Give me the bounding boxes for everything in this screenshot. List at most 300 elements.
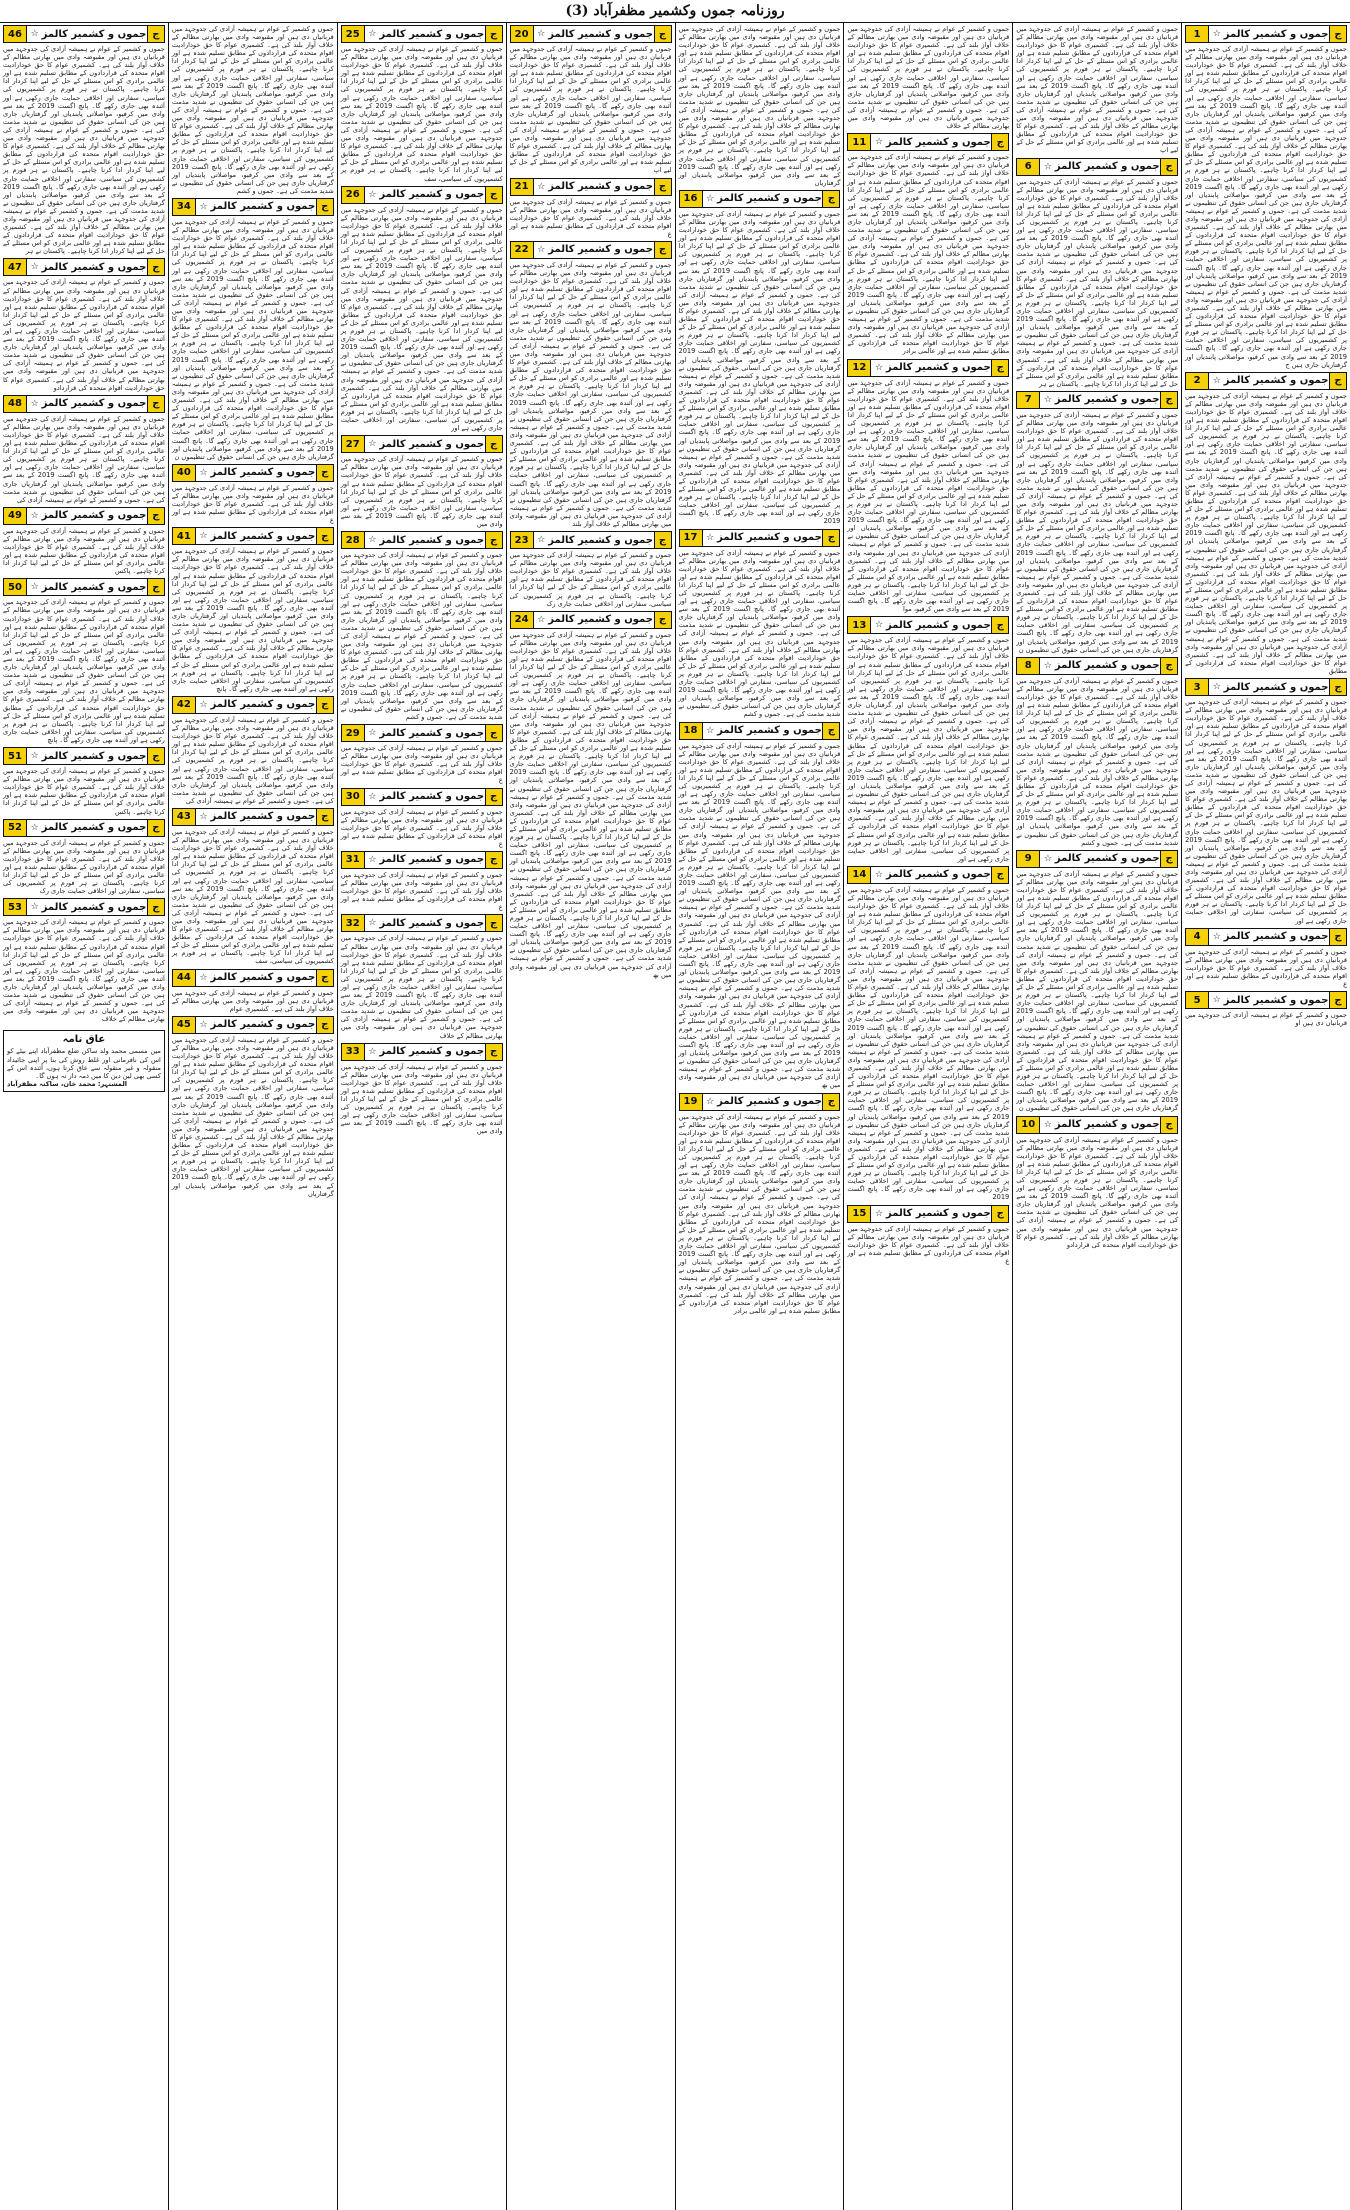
- column-header: [3, 898, 165, 916]
- column-header-title: جموں و کشمیر کالمز ☆: [706, 725, 822, 736]
- article-body: جموں و کشمیر کے عوام نے ہمیشہ آزادی کی جدوجہد میں قربانیاں دی ہیں اور مقبوضہ وادی میں بھارتی مظالم کے خلاف آواز بلند کی ہے۔ کشمیری عوام کا حق خودارادیت اقوام متحدہ کی قراردادوں کے مطابق تسلیم شدہ ہے اور عالمی برادری کو اس مسئلے کے حل کے لیے اپنا کردار ادا کرنا چاہیے۔ پاکس: [3, 526, 165, 576]
- article-body: جموں و کشمیر کے عوام نے ہمیشہ آزادی کی جدوجہد میں قربانیاں دی ہیں اور مقبوضہ وادی میں بھارتی مظالم کے خلاف آواز بلند کی ہے۔ کشمیری عوام کا حق خودارادیت اقوام متحدہ کی قراردادوں کے مطابق تسلیم شدہ ہے اور عالمی برادری کو اس مسئلے کے حل کے لیے اپنا کردار ادا کرنا چاہیے۔ پاکس: [3, 767, 165, 816]
- column-number: 2: [1186, 373, 1209, 389]
- column-header: [341, 788, 503, 806]
- column-article: [172, 464, 334, 524]
- column-article: [1016, 850, 1178, 1113]
- news-column-8: [0, 23, 168, 2210]
- column-header-title: جموں و کشمیر کالمز ☆: [706, 1096, 822, 1108]
- newspaper-logo-icon: ج: [147, 508, 164, 524]
- newspaper-logo-icon: ج: [1160, 1117, 1177, 1133]
- article-body: جموں و کشمیر کے عوام نے ہمیشہ آزادی کی جدوجہد میں قربانیاں دی ہیں اور مقبوضہ وادی میں بھارتی مظالم کے خلاف آواز بلند کی ہے۔ کشمیری عوام کا حق خودارادیت اقوام متحدہ کی قراردادوں کے مطابق تسلیم شدہ ہے اور عالمی برادری کو اس مسئلے کے حل کے لیے اپنا کردار ادا کرنا چاہیے۔ پاکستان نے ہر فورم پر کشمیریوں کی سیاسی، سفارتی اور اخلاقی حمایت جاری رکھی ہے اور آئندہ بھی جاری رکھے گا۔ پانچ اگست 2019 کے بعد سے وادی میں کرفیو، مواصلاتی پابندیاں اور گرفتاریاں جاری ہیں جن کی انسانی حقوق کی تنظیموں نے شدید مذمت کی ہے۔ جموں و کشمیر کے عوام نے ہمیشہ آزادی کی جدوجہد میں قربانیاں دی ہیں اور مقبوضہ وادی میں بھارتی مظالم کے خلاف آواز بلند کی ہے۔ کشمیری عوام کا حق خودارادیت اقوام متحدہ کی قراردادوں کے مطابق تسلیم شدہ ہے اور عالمی برادری کو اس مسئلے کے حل کے لیے اپ: [1016, 25, 1179, 155]
- newspaper-logo-icon: ج: [822, 191, 839, 207]
- column-article: [1185, 25, 1347, 369]
- column-article: [172, 25, 334, 195]
- star-icon: ☆: [874, 620, 884, 631]
- article-body: جموں و کشمیر کے عوام نے ہمیشہ آزادی کی جدوجہد میں قربانیاں دی ہیں اور مقبوضہ وادی میں بھارتی مظالم کے خلاف آواز بلند کی ہے۔ کشمیری عوام کا حق خودارادیت اقوام متحدہ کی قراردادوں کے مطابق تسلیم شدہ ہے اور عالمی برادری کو اس مسئلے کے حل کے لیے اپنا کردار ادا کرنا چاہیے۔ پاکستان نے ہر فورم پر کشمیریوں کی سیاسی، سفارتی اور اخلاقی حمایت جاری رکھی ہے اور آئندہ بھی جاری رکھے گا۔ پانچ اگست 2019 کے بعد سے وادی میں کرفیو، مواصلاتی پابندیاں اور گرفتاریاں جاری ہیں جن کی انسانی حقوق کی تنظیموں نے شدید مذمت کی ہے۔ جموں و کشمیر کے عوام نے ہمیشہ آزادی کی جدوجہد میں قربانیاں دی ہیں اور مقبوضہ وادی میں بھارتی مظالم کے خلاف آواز بلند کی ہے۔ کشمیری عوام کا حق خودارادیت اقوام متحدہ کی قراردادوں کے مطابق تسلیم شدہ ہے اور عالمی برادری کو اس مسئلے کے حل کے لیے اپنا کردار ادا کرنا چاہیے۔ پاکستان نے ہر فورم پر کشمیریوں کی سیاسی، سفارتی اور اخلاقی حمایت جاری رکھی ہے اور آئندہ بھی جاری رکھے گا۔ پانچ اگست 2019 کے بعد سے وادی میں کرفیو، مواصلاتی پابندیاں اور گرفتاریاں: [171, 1035, 334, 1198]
- article-body: جموں و کشمیر کے عوام نے ہمیشہ آزادی کی جدوجہد میں قربانیاں دی ہیں اور مقبوضہ وادی میں بھارتی مظالم کے خلاف آواز بلند کی ہے۔ کشمیری عوام کا حق خودارادیت اقوام متحدہ کی قراردادوں کے مطابق تسلیم شدہ ہے اور عالمی برادری کو اس مسئلے کے حل کے لیے اپنا کردار ادا کرنا چاہیے۔ پاکستان نے ہر فورم پر کشمیریوں کی سیاسی، سفارتی اور اخلاقی حمایت جاری رکھی ہے اور آئندہ بھی جاری رکھے گا۔ پانچ اگست 2019 کے بعد سے وادی میں کرفیو، مواصلاتی پابندیاں اور گرفتاریاں جاری ہیں جن کی انسانی حقوق کی تنظیموں نے شدید مذمت کی ہے۔ جموں و کشمیر کے عوام نے ہمیشہ آزادی کی جدوجہد میں قربانیاں دی ہیں اور مقبوضہ وادی میں بھارتی مظالم کے خلاف: [847, 25, 1010, 131]
- star-icon: ☆: [30, 398, 39, 409]
- newspaper-logo-icon: ج: [1160, 159, 1177, 175]
- column-article: [3, 25, 165, 255]
- column-article: [1016, 657, 1178, 847]
- column-number: 27: [342, 436, 365, 452]
- column-number: 11: [848, 134, 871, 150]
- column-header: [1185, 928, 1347, 946]
- column-article: [847, 866, 1009, 1202]
- newspaper-logo-icon: ج: [991, 867, 1008, 883]
- star-icon: ☆: [199, 1019, 208, 1030]
- star-icon: ☆: [1043, 853, 1052, 864]
- star-icon: ☆: [199, 699, 208, 710]
- article-body: جموں و کشمیر کے عوام نے ہمیشہ آزادی کی جدوجہد میں قربانیاں دی ہیں اور مقبوضہ وادی میں بھارتی مظالم کے خلاف آواز بلند کی ہے۔ کشمیری عوام کا حق خودارادیت اقوام متحدہ کی قراردادوں کے مطابق تسلیم شدہ ہے اور ع: [509, 197, 672, 238]
- column-header: [341, 435, 503, 453]
- column-header-title: جموں و کشمیر کالمز ☆: [874, 136, 991, 148]
- column-number: 40: [173, 465, 196, 481]
- column-number: 19: [680, 1094, 703, 1110]
- star-icon: ☆: [706, 1096, 715, 1107]
- newspaper-logo-icon: ج: [147, 820, 164, 836]
- star-icon: ☆: [199, 201, 208, 212]
- column-header-title: جموں و کشمیر کالمز ☆: [706, 193, 822, 205]
- column-header: [679, 190, 841, 208]
- newspaper-logo-icon: ج: [654, 532, 671, 548]
- star-icon: ☆: [30, 262, 39, 273]
- column-header: [847, 616, 1009, 634]
- column-header: [510, 531, 672, 549]
- star-icon: ☆: [874, 869, 884, 880]
- newspaper-logo-icon: ج: [316, 199, 333, 215]
- star-icon: ☆: [706, 725, 715, 736]
- article-body: جموں و کشمیر کے عوام نے ہمیشہ آزادی کی جدوجہد میں قربانیاں دی ہیں اور مقبوضہ وادی میں بھارتی مظالم کے خلاف آواز بلند کی ہے۔ کشمیری عوام کا حق خودارادیت اقوام متحدہ کی قراردادوں کے مطابق تسلیم شدہ ہے اور عالمی برادری کو اس مسئلے کے حل کے لیے اپنا کردار ادا کرنا چاہیے۔ پاکستان نے ہر فورم پر کشمیریوں کی سیاسی، سفارتی اور اخلاقی حمایت جاری رکھی ہے اور آئندہ بھی جاری رکھے گا۔ پانچ اگست 2019 کے بعد سے وادی میں کرفیو، مواصلاتی پابندیاں اور گرفتاریاں جاری ہیں جن کی انسانی حقوق کی تنظیموں نے شدید مذمت کی ہے۔ جموں و کشمیر کے عوام نے ہمیشہ آزادی کی جدوجہد میں قربانیاں دی ہیں اور مقبوضہ وادی میں بھارتی مظالم کے خلاف آواز بلند کی ہے۔ کشمیری عوام کا حق خودارادیت اقوام متحدہ کی قراردادو: [1016, 1135, 1179, 1249]
- column-header-title: جموں و کشمیر کالمز ☆: [199, 201, 316, 213]
- column-header-title: جموں و کشمیر کالمز ☆: [368, 727, 485, 739]
- column-article: [1016, 391, 1178, 654]
- column-number: 42: [173, 697, 196, 713]
- newspaper-logo-icon: ج: [822, 1094, 839, 1110]
- column-article: [3, 395, 165, 504]
- newspaper-logo-icon: ج: [991, 1206, 1008, 1222]
- article-body: جموں و کشمیر کے عوام نے ہمیشہ آزادی کی جدوجہد میں قربانیاں دی ہیں اور مقبوضہ وادی میں بھارتی مظالم کے خلاف آواز بلند کی ہے۔ کشمیری عوام کا حق خودارادیت اقوام متحدہ کی قراردادوں کے مطابق تسلیم شدہ ہے اور عالمی برادری کو اس مسئلے کے حل کے لیے اپنا کردار ادا کرنا چاہیے۔ پاکستان نے ہر فورم پر کشمیریوں کی سیاسی، سفارتی اور اخلاقی حمایت جاری رکھی ہے اور آئندہ بھی جاری رکھے گا۔ پانچ اگست 2019 کے بعد سے وادی میں کرفیو، مواصلاتی پابندیاں اور گرفتاریاں جاری ہیں جن کی انسانی حقوق کی تنظیموں نے شدید مذمت کی ہے۔ جموں و کشمیر کے عوام نے ہمیشہ آزادی کی جدوجہد میں قربانیاں دی ہیں اور مقبوضہ وادی میں بھارتی مظالم کے خلاف آواز بلند کی ہے۔ کشمیری عوام کا حق خودارادیت اقوام متحدہ کی قراردادوں کے مطابق تسلیم شدہ ہے اور عالمی برادری کو اس مسئلے کے حل کے لیے اپنا کردار ادا کرنا چاہیے۔ پاکستان نے ہر فورم پر کشمیریوں کی سیاسی، سفارتی اور اخلاقی حمایت جاری رکھی ہے اور آئندہ بھی جاری رکھے گا۔ پانچ اگست 2019 کے بعد سے وادی میں کرفیو، مواصلاتی پابندیاں اور گرفتاریاں جاری ہیں جن کی انسانی حقوق کی تنظیموں نے شدید مذمت کی ہے۔ جموں و کشمیر کے عوام نے ہمیشہ آزادی کی جدوجہد میں قربانیاں دی ہیں اور مقبوضہ وادی میں بھارتی مظالم کے خلاف آواز بلند کی ہے۔ کشمیری عوام کا حق خودارادیت اقوام متحدہ کی قراردادوں کے مطابق تسلیم شدہ ہے اور عالمی برادری کو اس مسئلے کے حل کے لیے اپنا کردار ادا کرنا چاہیے۔ پاکستان نے ہر فورم پر کشمیریوں کی سیاسی، سفارتی اور اخلاقی حمایت جاری رکھی ہے اور: [1185, 698, 1347, 925]
- column-number: 7: [1017, 392, 1040, 408]
- column-header: [1016, 391, 1178, 409]
- column-article: [847, 25, 1009, 130]
- column-header-title: جموں و کشمیر کالمز ☆: [1043, 1119, 1160, 1131]
- column-header: [341, 531, 503, 549]
- newspaper-logo-icon: ج: [147, 579, 164, 595]
- column-article: [1016, 158, 1178, 388]
- column-header: [172, 198, 334, 216]
- column-header: [3, 747, 165, 765]
- column-header-title: جموں و کشمیر کالمز ☆: [537, 534, 653, 546]
- column-header: [1016, 657, 1178, 675]
- column-article: [679, 529, 841, 719]
- article-body: جموں و کشمیر کے عوام نے ہمیشہ آزادی کی جدوجہد میں قربانیاں دی ہیں اور مقبوضہ وادی میں بھارتی مظالم کے خلاف آواز بلند کی ہے۔ کشمیری عوام کا حق خودارادیت اقوام متحدہ کی قراردادوں کے مطابق تسلیم شدہ ہے اور عالمی برادری کو اس مسئلے کے حل کے لیے اپنا کردار ادا کرنا چاہیے۔ پاکستان نے ہر فورم پر کشمیریوں کی سیاسی، سفارتی اور اخلاقی حمایت جاری رکھی ہے اور آئندہ بھی جاری رکھے گا۔ پانچ اگست 2019 کے بعد سے وادی میں کرفیو، مواصلاتی پابندیاں اور گرفتاریاں جاری ہیں جن کی انسانی حقوق کی تنظیموں نے شدید مذمت کی ہے۔ جموں و کشمیر کے عوام نے ہمیشہ آزادی کی جدوجہد میں قربانیاں دی ہیں اور مقبوضہ وادی میں بھارتی مظالم کے خلاف آواز بلند کی ہے۔ کشمیری عوام کا حق خودارادیت اقوام متحدہ کی قراردادوں کے مطابق تسلیم شدہ ہے اور عالمی برادری کو اس مسئلے کے حل کے لیے اپنا کردار ادا کرنا چاہیے۔ پاکستان نے ہر فورم پر کشمیریوں کی سیاسی، سفارتی اور اخلاقی حمایت جاری رکھی ہے اور آئندہ بھی جاری رکھے گا۔ پانچ اگست 2019 کے بعد سے وادی میں کرفیو، مواصلاتی پابندیاں اور گرفتاریاں جاری ہیں جن کی انسانی حقوق کی تنظیموں نے شدید مذمت کی ہے۔ جموں و کشمیر کے عوام نے ہمیشہ آزادی کی جدوجہد میں قربانیاں دی ہیں اور مقبوضہ وادی میں بھارتی مظالم کے خلاف آواز بلند کی ہے۔ کشمیری عوام کا حق خودارادیت اقوام متحدہ کی قراردادوں کے مطابق تسلیم شدہ ہے اور عالمی برادری کو اس مسئلے کے حل کے لیے اپنا کردار ادا کرنا چاہیے۔ پاکستان نے ہر فورم پر کشمیریوں کی سیاسی، سفارتی اور اخلاقی حمایت جاری رکھی ہے اور آئندہ بھی جاری رکھے گا۔ پانچ اگست 2019 کے بعد سے وادی میں کرفیو، مواصلاتی پابندیاں اور گرفتاریاں جاری ہیں جن کی انسانی حقوق کی تنظیموں نے شدید مذمت کی ہے۔ جموں و کشمیر کے عوام نے ہمیشہ آزادی کی جدوجہد میں قربانیاں دی ہیں اور مقبوضہ وادی میں بھارتی مظالم کے خلاف آواز بلند: [509, 260, 672, 528]
- legal-notice-title: عاق نامہ: [62, 1034, 106, 1046]
- column-header-title: جموں و کشمیر کالمز ☆: [199, 467, 316, 479]
- column-header: [341, 1043, 503, 1061]
- column-number: 32: [342, 915, 365, 931]
- star-icon: ☆: [30, 510, 39, 521]
- star-icon: ☆: [30, 822, 39, 833]
- star-icon: ☆: [368, 791, 377, 802]
- column-header: [847, 359, 1009, 377]
- column-article: [3, 819, 165, 896]
- column-header-title: جموں و کشمیر کالمز ☆: [30, 510, 147, 522]
- column-header: [3, 578, 165, 596]
- column-header: [679, 529, 841, 547]
- star-icon: ☆: [537, 244, 546, 255]
- column-number: 21: [511, 179, 534, 195]
- column-header: [341, 25, 503, 43]
- masthead: [0, 0, 1350, 23]
- column-article: [341, 531, 503, 721]
- newspaper-logo-icon: ج: [991, 617, 1008, 633]
- article-body: جموں و کشمیر کے عوام نے ہمیشہ آزادی کی جدوجہد میں قربانیاں دی ہیں اور مقبوضہ وادی میں بھارتی مظالم کے خلاف آواز بلند کی ہے۔ کشمیری عوام کا حق خودارادیت اقوام متحدہ کی قراردادوں کے مطابق تسلیم شدہ ہے اور عالمی برادری کو اس مسئلے کے حل کے لیے اپنا کردار ادا کرنا چاہیے۔ پاکستان نے ہر فورم پر کشمیریوں کی سیاسی، سفارتی اور اخلاقی حمایت جاری رکھی ہے اور آئندہ بھی جاری رکھے گا۔ پانچ اگست 2019 کے بعد سے وادی میں کرفیو، مواصلاتی پابندیاں اور گرفتاریاں جاری ہیں جن کی انسانی حقوق کی تنظیموں نے شدید مذمت کی ہے۔ جموں و کشمیر کے عوام نے ہمیشہ آزادی کی جدوجہد میں قربانیاں دی ہیں اور مقبوضہ وادی میں بھارتی مظالم کے خلاف آواز بلند کی ہے۔ کشمیری عوام کا حق خودارادیت اقوام متحدہ کی قراردادوں کے مطابق تسلیم شدہ ہے اور عالمی برادری کو اس مسئلے کے حل کے لیے اپنا کردار ادا کرنا چاہیے۔ پاکستان نے ہر فورم پر کشمیریوں کی سیاسی، سفارتی اور اخلاقی حمایت جاری رکھی ہے اور آئندہ بھی جاری رکھے گا۔ پانچ اگست 2019 کے بعد سے وادی میں کرفیو، مواصلاتی پابندیاں اور گرفتاریاں جاری ہیں جن کی انسانی حقوق کی تنظیموں نے شدید مذمت کی ہے۔ جموں و کشم: [171, 25, 334, 195]
- column-article: [3, 258, 165, 391]
- article-body: جموں و کشمیر کے عوام نے ہمیشہ آزادی کی جدوجہد میں قربانیاں دی ہیں اور مقبوضہ وادی میں بھارتی مظالم کے خلاف آواز بلند کی ہے۔ کشمیری عوام کا حق خودارادیت اقوام متحدہ کی قراردادوں کے مطابق تسلیم شدہ ہے اور عالمی برادری کو اس مسئلے کے حل کے لیے اپنا کردار ادا کرنا چاہیے۔ پاکستان نے ہر فورم پر کشمیریوں کی سیاسی، سفارتی اور اخلاقی حمایت جاری رک: [509, 551, 672, 608]
- column-header-title: جموں و کشمیر کالمز ☆: [1043, 394, 1160, 406]
- newspaper-logo-icon: ج: [991, 134, 1008, 150]
- column-article: [1185, 372, 1347, 675]
- column-header-title: جموں و کشمیر کالمز ☆: [30, 750, 147, 762]
- column-number: 9: [1017, 851, 1040, 867]
- column-header: [847, 133, 1009, 151]
- article-body: جموں و کشمیر کے عوام نے ہمیشہ آزادی کی جدوجہد میں قربانیاں دی ہیں اور مقبوضہ وادی میں بھارتی مظالم کے خلاف آواز بلند کی ہے۔ کشمیری عوام کا حق خودارادیت اقوام متحدہ کی قراردادوں کے مطابق تسلیم شدہ ہے اور عالمی برادری کو اس مسئلے کے حل کے لیے اپنا کردار ادا کرنا چاہیے۔ پاکستان نے ہر فورم پر کشمیریوں کی سیاسی، سفارتی اور اخلاقی حمایت جاری رکھی ہے اور آئندہ بھی جاری رکھے گا۔ پانچ اگست 2019 کے بعد سے وادی میں کرفیو، مواصلاتی پابندیاں اور گرفتاریاں جاری ہیں جن کی انسانی حقوق کی تنظیموں نے شدید مذمت کی ہے۔ جموں و کشمیر کے عوام نے ہمیشہ آزادی کی: [3, 414, 165, 504]
- newspaper-logo-icon: ج: [485, 915, 502, 931]
- column-article: [679, 25, 841, 187]
- column-number: 15: [848, 1206, 871, 1222]
- column-article: [847, 1205, 1009, 1265]
- article-body: جموں و کشمیر کے عوام نے ہمیشہ آزادی کی جدوجہد میں قربانیاں دی ہیں اور مقبوضہ وادی میں بھارتی مظالم کے خلاف آواز بلند کی ہے۔ کشمیری عوام کا حق خودارادیت اقوام متحدہ کی قراردادوں کے مطابق تسلیم شدہ ہے اور عالمی برادری کو اس مسئلے کے حل کے لیے اپنا کردار ادا کرنا چاہیے۔ پاکستان نے ہر فورم پر کشمیریوں کی سیاسی، سفارتی اور اخلاقی حمایت جاری رکھی ہے اور آئندہ بھی جاری رکھے گا۔ پانچ اگست 2019 کے بعد سے وادی میں کرفیو، مواصلاتی پابندیاں اور گرفتاریاں جاری ہیں جن کی انسانی حقوق کی تنظیموں نے شدید مذمت کی ہے۔ جموں و کشمیر کے عوام نے ہمیشہ آزادی کی جدوجہد میں قربانیاں دی ہیں اور مقبوضہ وادی میں بھارتی مظالم کے خلاف آواز بلند کی ہے۔ کشمیری عوام کا حق خودارادیت اقوام متحدہ کی قراردادوں کے مطابق تسلیم شدہ ہے اور عالمی برادری کو اس مسئلے کے حل کے لیے اپنا کردار ادا کرنا چاہیے۔ پاکستان نے ہر فورم پر کشمیریوں کی سیاسی، سفارتی اور اخلاقی حمایت جاری رکھی ہے اور آئندہ بھی جاری رکھے گا۔ پانچ اگست 2019 کے بعد سے وادی میں کرفیو، مواصلاتی پابندیاں اور گرفتاریاں جاری ہیں جن کی انسانی حقوق کی تنظیموں نے شدید مذمت کی ہے۔ جموں و کشم: [340, 551, 503, 721]
- legal-notice-body: میں مسمی محمد ولد ساکن ضلع مظفرآباد اپنے بیٹے کو اس کی نافرمانی اور غلط روش کی بنا پر اپنی جائیداد منقولہ و غیر منقولہ سے عاق کرتا ہوں، آئندہ اس کے کسی بھی لین دین کا میں ذمہ دار نہ ہوں گا۔: [7, 1047, 161, 1080]
- column-number: 51: [4, 748, 27, 764]
- newspaper-logo-icon: ج: [316, 1017, 333, 1033]
- column-number: 26: [342, 187, 365, 203]
- column-article: [172, 969, 334, 1013]
- column-article: [172, 527, 334, 693]
- column-number: 49: [4, 508, 27, 524]
- column-number: 14: [848, 867, 871, 883]
- column-header: [1185, 372, 1347, 390]
- newspaper-logo-icon: ج: [316, 528, 333, 544]
- column-header-title: جموں و کشمیر کالمز ☆: [1212, 931, 1329, 943]
- column-header: [341, 724, 503, 742]
- column-header: [679, 722, 841, 740]
- newspaper-logo-icon: ج: [1329, 929, 1346, 945]
- article-body: جموں و کشمیر کے عوام نے ہمیشہ آزادی کی جدوجہد میں قربانیاں دی ہیں اور مقبوضہ وادی میں بھارتی مظالم کے خلاف آواز بلند کی ہے۔ کشمیری عوام کا حق خودارادیت اقوام متحدہ کی قراردادوں کے مطابق تسلیم شدہ ہے اور عالمی برادری کو اس مسئلے کے حل کے لیے اپنا کردار ادا کرنا چاہیے۔ پاکستان نے ہر فورم پر کشمیریوں کی سیاسی، سفارتی اور اخلاقی حمایت جاری رکھی ہے اور آئندہ بھی جاری رکھے گا۔ پانچ اگست 2019 کے بعد سے وادی میں کرفیو، مواصلاتی پابندیاں اور گرفتاریاں جاری ہیں جن کی انسانی حقوق کی تنظیموں نے شدید مذمت کی ہے۔ جموں و کشمیر کے عوام نے ہمیشہ آزادی کی جدوجہد میں قربانیاں دی ہیں اور مقبوضہ وادی میں بھارتی مظالم کے خلاف آواز بلند کی ہے۔ کشمیری عوام کا حق خودارادیت اقوام متحدہ کی قراردادوں کے مطابق تسلیم شدہ ہے اور عالمی برادری کو اس مسئلے کے حل کے لیے اپنا کردار ادا کرنا چاہیے۔ پاکستان نے ہر فورم پر کشمیریوں کی سیاسی، سفارتی اور اخلاقی حمایت جاری رکھی ہے اور آئندہ بھی جاری رکھے گا۔ پانچ اگست 2019 کے بعد سے وادی میں کرفیو، مواصلاتی پابندیاں اور گرفتاریاں جاری ہیں جن کی انسانی حقوق کی تنظیموں نے شدید مذمت کی ہے۔ جموں و کشمیر کے عوام نے ہمیشہ آزادی کی جدوجہد میں قربانیاں دی ہیں اور مقبوضہ وادی میں بھارتی مظالم کے خلاف آواز بلند کی ہے۔ کشمیری عوام کا حق خودارادیت اقوام متحدہ کی قراردادوں کے مطابق تسلیم شدہ ہے اور عالمی برادری کو اس مسئلے کے حل کے لیے اپنا کردار ادا کرنا چاہیے۔ پاکستان نے ہر فورم پر کشمیریوں کی سیاسی، سفارتی اور اخلاقی حمایت جاری رکھی ہے اور: [340, 205, 503, 433]
- column-header-title: جموں و کشمیر کالمز ☆: [368, 791, 485, 802]
- column-header-title: جموں و کشمیر کالمز ☆: [368, 28, 485, 40]
- newspaper-logo-icon: ج: [822, 530, 839, 546]
- column-number: 33: [342, 1044, 365, 1060]
- newspaper-logo-icon: ج: [147, 26, 164, 42]
- article-body: جموں و کشمیر کے عوام نے ہمیشہ آزادی کی جدوجہد میں قربانیاں دی ہیں اور مقبوضہ وادی میں بھارتی مظالم کے خلاف آواز بلند کی ہے۔ کشمیری عوام کا حق خودارادیت اقوام متحدہ کی قراردادوں کے مطابق تسلیم شدہ ہے اور عالمی برادری کو اس مسئلے کے حل کے لیے اپنا کردار ادا کرنا چاہیے۔ پاکستان نے ہر فورم پر کشمیریوں کی سیاسی، سفارتی اور اخلاقی حمایت جاری رکھی ہے اور آئندہ بھی جاری رکھے گا۔ پانچ اگست 2019 کے بعد سے وادی میں کرفیو، مواصلاتی پابندیاں اور گرفتاریاں جاری ہیں جن کی انسانی حقوق کی تنظیموں نے شدید مذمت کی ہے۔ جموں و کشمیر کے عوام نے ہمیشہ آزادی کی جدوجہد میں قربانیاں دی ہیں اور مقبوضہ وادی میں بھارتی مظالم کے خلاف آواز بلند کی ہے۔ کشمیری عوام کا حق خودارادیت اقوام متحدہ کی قراردادوں کے مطابق تسلیم شدہ ہے اور عالمی برادری کو اس مسئلے کے حل کے لیے اپنا کردار ادا کرنا چاہیے۔ پاکستان نے ہر فورم پر کشمیریوں کی سیاسی، سف: [171, 827, 334, 966]
- article-body: جموں و کشمیر کے عوام نے ہمیشہ آزادی کی جدوجہد میں قربانیاں دی ہیں اور مقبوضہ وادی میں بھارتی مظالم کے خلاف آواز بلند کی ہے۔ کشمیری عوام کا حق خودارادیت اقوام متحدہ کی قراردادوں کے مطابق تسلیم شدہ ہے اور ع: [340, 807, 503, 848]
- column-number: 53: [4, 899, 27, 915]
- newspaper-logo-icon: ج: [654, 242, 671, 258]
- column-number: 16: [680, 191, 703, 207]
- column-header: [1016, 158, 1178, 176]
- star-icon: ☆: [1043, 161, 1052, 172]
- column-header: [172, 1016, 334, 1034]
- column-article: [679, 1093, 841, 1315]
- column-number: 44: [173, 970, 196, 986]
- article-body: جموں و کشمیر کے عوام نے ہمیشہ آزادی کی جدوجہد میں قربانیاں دی ہیں اور مقبوضہ وادی میں بھارتی مظالم کے خلاف آواز بلند کی ہے۔ کشمیری عوام کا حق خودارادیت اقوام متحدہ کی قراردادوں کے مطابق تسلیم شدہ ہے اور عالمی برادری کو اس مسئلے کے حل کے لیے اپنا کردار ادا کرنا چاہیے۔ پاکستان نے ہر فورم پر کشمیریوں کی سیاسی، سفارتی اور اخلاقی حمایت جاری رکھی ہے اور آئندہ بھی جاری رکھے گا۔ پانچ اگست 2019 کے بعد سے وادی میں کرفیو، مواصلاتی پابندیاں اور گرفتاریاں جاری ہیں جن کی انسانی حقوق کی تنظیموں نے شدید مذمت کی ہے۔ جموں و کشمیر کے عوام نے ہمیشہ آزادی کی جدوجہد میں قربانیاں دی ہیں اور مقبوضہ وادی میں بھارتی مظالم کے خلاف آواز بلند کی ہے۔ کشمیری عوام کا حق خودارادیت اقوام متحدہ کی قراردادوں کے مطابق تسلیم شدہ ہے اور عالمی برادری کو اس مسئلے کے حل کے لیے اپنا کردار ادا کرنا چاہیے۔ پاکستان نے ہر فورم پر کشمیریوں کی سیاسی، سفارتی اور اخلاقی حمایت جاری رکھی ہے اور آئندہ بھی جاری رکھے گا۔ پانچ اگست 2019 کے بعد سے وادی میں کرفیو، مواصلاتی پابندیاں اور گرفتاریاں جاری ہیں جن کی انسانی حقوق کی تنظیموں نے شدید مذمت کی ہے۔ جموں و کشمیر کے عوام نے ہمیشہ آزادی کی جدوجہد میں قربانیاں دی ہیں اور مقبوضہ وادی میں بھارتی مظالم کے خلاف آواز بلند کی ہے۔ کشمیری عوام کا حق خودارادیت اقوام متحدہ کی قراردادوں کے مطابق تسلیم شدہ ہے اور عالمی برادری کو اس مسئلے کے حل کے لیے اپنا کردار ادا کرنا چاہیے۔ پاکستان نے ہر فورم پر کشمیریوں کی سیاسی، سفارتی اور اخلاقی حمایت جاری رکھی ہے اور: [847, 636, 1010, 863]
- column-header-title: جموں و کشمیر کالمز ☆: [1043, 660, 1160, 672]
- article-body: جموں و کشمیر کے عوام نے ہمیشہ آزادی کی جدوجہد میں قربانیاں دی ہیں اور مقبوضہ وادی میں بھارتی مظالم کے خلاف آواز بلند کی ہے۔ کشمیری عوام کا حق خودارادیت اقوام متحدہ کی قراردادوں کے مطابق تسلیم شدہ ہے اور عالمی برادری کو اس مسئلے کے حل کے لیے اپنا کردار ادا کرنا چاہیے۔ پاکستان نے ہر فورم پر کشمیریوں کی سیاسی، سفارتی اور اخلاقی حمایت جاری رکھی ہے اور آئندہ بھی جاری رکھے گا۔ پانچ اگست 2019 کے بعد سے وادی میں کرفیو، مواصلاتی پابندیاں اور گرفتاریاں جاری ہیں جن کی انسانی حقوق کی تنظیموں نے شدید مذمت کی ہے۔ جموں و کشمیر کے عوام نے ہمیشہ آزادی کی جدوجہد میں قربانیاں دی ہیں اور مقبوضہ وادی میں بھارتی مظالم کے خلاف آواز بلند کی ہے۔ کشمیری عوام کا حق خودارادیت اقوام متحدہ کی قراردادوں کے مطابق تسلیم شدہ ہے اور عالمی برادری کو اس مسئلے کے حل کے لیے اپنا کردار ادا کرنا چاہیے۔ پاکستان نے ہر فورم پر کشمیریوں کی سیاسی، سفارتی اور اخلاقی حمایت جاری رکھی ہے اور آئندہ بھی جاری رکھے گا۔ پانچ اگست 2019 کے بعد سے وادی میں کرفیو، مواصلاتی پابندیاں اور گرفتاریاں جاری ہیں جن کی انسانی حقوق کی تنظیموں نے شدید مذمت کی ہے۔ جموں و کشم: [678, 548, 841, 719]
- article-body: جموں و کشمیر کے عوام نے ہمیشہ آزادی کی جدوجہد میں قربانیاں دی ہیں اور مقبوضہ وادی میں بھارتی مظالم کے خلاف آواز بلند کی ہے۔ کشمیری عوام کا حق خودارادیت اقوام متحدہ کی قراردادوں کے مطابق تسلیم شدہ ہے اور عالمی برادری کو اس مسئلے کے حل کے لیے اپنا کردار ادا کرنا چاہیے۔ پاکستان نے ہر فورم پر کشمیریوں کی سیاسی، سفارتی اور اخلاقی حمایت جاری رکھی ہے اور آئندہ بھی جاری رکھے گا۔ پانچ اگست 2019 کے بعد سے وادی میں کرفیو، مواصلاتی پابندیاں اور گرفتاریاں جاری ہیں جن کی انسانی حقوق کی تنظیموں نے شدید مذمت کی ہے۔ جموں و کشمیر کے عوام نے ہمیشہ آزادی کی جدوجہد میں قربانیاں دی ہیں اور مقبوضہ وادی میں بھارتی مظالم کے خلاف آواز بلند کی ہے۔ کشمیری عوام کا حق خودارادیت اقوام متحدہ کی قراردادوں کے مطابق تسلیم شدہ ہے اور عالمی برادری کو اس مسئلے کے حل کے لیے اپنا کردار ادا کرنا چاہیے۔ پاکستان نے ہر فورم پر کشمیریوں کی سیاسی، سفارتی اور اخلاقی حمایت جاری رکھی ہے اور آئندہ بھی جاری رکھے گا۔ پانچ اگست 2019 کے بعد سے وادی میں کرفیو، مواصلاتی پابندیاں اور گرفتاریاں جاری ہیں جن کی انسانی حقوق کی تنظیموں نے شدید مذمت کی ہے۔ جموں و کشمیر کے عوام نے ہمیشہ آزادی کی جدوجہد میں قربانیاں دی ہیں اور مقبوضہ وادی میں بھارتی مظالم کے خلاف آواز بلند کی ہے۔ کشمیری عوام کا حق خودارادیت اقوام متحدہ کی قراردادوں کے مطابق تسلیم شدہ ہے اور عالمی برادری کو اس مسئلے کے حل کے لیے اپنا کردار ادا کرنا چاہیے۔ پاکستان نے ہر فورم پر کشمیریوں کی سیاسی، سفارتی اور اخلاقی حمایت جاری رکھی ہے اور آئندہ بھی جاری رکھے گا۔ پانچ اگست 2019 کے بعد سے وادی میں کرفیو، موا: [847, 378, 1010, 614]
- column-number: 41: [173, 528, 196, 544]
- column-number: 20: [511, 26, 534, 42]
- column-article: [1185, 678, 1347, 925]
- newspaper-logo-icon: ج: [654, 26, 671, 42]
- article-body: جموں و کشمیر کے عوام نے ہمیشہ آزادی کی جدوجہد میں قربانیاں دی ہیں او: [1185, 1011, 1347, 1028]
- article-body: جموں و کشمیر کے عوام نے ہمیشہ آزادی کی جدوجہد میں قربانیاں دی ہیں اور مقبوضہ وادی میں بھارتی مظالم کے خلاف آواز بلند کی ہے۔ کشمیری عوام کا حق خودارادیت اقوام متحدہ کی قراردادوں کے مطابق تسلیم شدہ ہے اور عالمی برادری کو اس مسئلے کے حل کے لیے اپنا کردار ادا کرنا چاہیے۔ پاکستان نے ہر فورم پر کشمیریوں کی سیاسی، سفارتی اور اخلاقی حمایت جاری رکھی ہے اور آئندہ بھی جاری رکھے گا۔ پانچ اگست 2019 کے بعد سے وادی میں کرفیو، مواصلاتی پابندیاں اور گرفتاریاں جاری ہیں جن کی انسانی حقوق کی تنظیموں نے شدید مذمت کی ہے۔ جموں و کشمیر کے عوام نے ہمیشہ آزادی کی جدوجہد میں قربانیاں دی ہیں اور مقبوضہ وادی میں بھارتی مظالم کے خلاف آواز بلند کی ہے۔ کشمیری عوام کا حق خودارادیت اقوام متحدہ کی قراردادوں کے مطابق تسلیم شدہ ہے اور عالمی برادری کو اس مسئلے کے حل کے لیے اپنا کردار ادا کرنا چاہیے۔ پاکستان نے ہر فورم پر کشمیریوں کی سیاسی، سفارتی اور اخلاقی حمایت جاری رکھی ہے اور آئندہ بھی جاری رکھے گا۔ پانچ اگست 2019 کے بعد سے وادی میں کرفیو، مواصلاتی پابندیاں اور گرفتاریاں جاری ہیں جن کی انسانی حقوق کی تنظیموں نے شدید مذمت کی ہے۔ جموں و کشمیر کے عوام نے ہمیشہ آزادی کی جدوجہد میں قربانیاں دی ہیں اور مقبوضہ وادی میں بھارتی مظالم کے خلاف آواز بلند کی ہے۔ کشمیری عوام کا حق خودارادیت اقوام متحدہ کی قراردادوں کے مطابق تسلیم شدہ ہے اور عالمی برادری کو اس مسئلے کے حل کے لیے اپنا کردار ادا کرنا چاہیے۔ پاکستان نے ہر فورم پر کشمیریوں کی سیاسی، سفارتی اور اخلاقی حمایت جاری رکھی ہے اور آئندہ بھی جاری رکھے گا۔ پانچ اگست 2019 کے بعد سے وادی میں کرفیو، مواصلاتی پابندیاں اور گرفتاریاں جاری ہیں جن کی انسانی حقوق کی تنظیموں نے شدید مذمت کی ہے۔ جموں و کشمیر کے عوام نے ہمیشہ آزادی کی جدوجہد میں قربانیاں دی ہیں اور مقبوضہ وادی میں بھارتی مظالم کے خلاف آواز بلند کی ہے۔ کشمیری عوام کا حق خودارادیت اقوام متحدہ کی قراردادوں کے مطابق تسلیم شدہ ہے اور عالمی برادری کو اس مسئلے کے حل کے لیے اپنا کردار ادا کرنا چاہیے۔ پاکستان نے ہر فورم پر کشمیریوں کی سیاسی، سفارتی اور اخلاقی حمایت جاری رکھی ہے اور آئندہ بھی جاری رکھے گا۔ پانچ اگست 2019 کے بعد سے وادی میں کرفیو، مواصلاتی پابندیاں اور گرفتاریاں جاری ہیں جن کی انسانی حقوق کی تنظیموں نے شدید مذمت کی ہے۔ جموں و کشمیر کے عوام نے ہمیشہ آزادی کی جدوجہد میں قربانیاں دی ہیں اور مقبوضہ وادی میں بھ: [509, 630, 672, 979]
- column-article: [3, 747, 165, 816]
- column-number: 34: [173, 199, 196, 215]
- star-icon: ☆: [30, 29, 39, 39]
- legal-notice-signature: المشتہر: محمد خان، ساکنہ مظفرآباد: [7, 1079, 128, 1088]
- star-icon: ☆: [706, 532, 715, 543]
- column-number: 43: [173, 809, 196, 825]
- column-number: 25: [342, 26, 365, 42]
- star-icon: ☆: [874, 362, 884, 373]
- column-number: 22: [511, 242, 534, 258]
- news-column-3: [843, 23, 1012, 2210]
- column-article: [847, 359, 1009, 614]
- column-article: [1185, 991, 1347, 1027]
- newspaper-logo-icon: ج: [147, 259, 164, 275]
- news-column-4: [675, 23, 844, 2210]
- article-body: جموں و کشمیر کے عوام نے ہمیشہ آزادی کی جدوجہد میں قربانیاں دی ہیں اور مقبوضہ وادی میں بھارتی مظالم کے خلاف آواز بلند کی ہے۔ کشمیری عوام کا حق خودارادیت اقوام متحدہ کی قراردادوں کے مطابق تسلیم شدہ ہے اور عالمی برادری کو اس مسئلے کے حل کے لیے اپنا کردار ادا کرنا چاہیے۔ پاکستان نے ہر فورم پر کشمیریوں کی سیاسی، سفارتی اور اخلاقی حمایت جاری رکھی ہے اور آئندہ بھی جاری رکھے گا۔ پانچ اگست 2019 کے بعد سے وادی میں کرفیو، مواصلاتی پابندیاں اور گرفتاریاں جاری ہیں جن کی انسانی حقوق کی تنظیموں نے شدید مذمت کی ہے۔ جموں و کشمیر کے عوام نے ہمیشہ آزادی کی جدوجہد میں قربانیاں دی ہیں اور مقبوضہ وادی میں بھارتی مظالم کے خلاف آواز بلند کی ہے۔ کشمیری عوام کا حق خودارادیت اقوام متحدہ کی قراردادوں کے مطابق تسلیم شدہ ہے اور عالمی برادری کو اس مسئلے کے حل کے لیے اپنا کردار ادا کرنا چاہیے۔ پاکستان نے ہر فورم پر کشمیریوں کی سیاسی، سفارتی اور اخلاقی حمایت جاری رکھی ہے اور آئندہ بھی جاری رکھے گا۔ پانچ اگست 2019 کے بعد سے وادی میں کرفیو، مواصلاتی پابندیاں اور گرفتاریاں جاری ہیں جن کی انسانی حقوق کی تنظیموں نے شدید مذمت کی ہے۔ جموں و کشم: [1016, 676, 1179, 847]
- column-header: [3, 25, 165, 43]
- column-number: 18: [680, 723, 703, 739]
- article-body: جموں و کشمیر کے عوام نے ہمیشہ آزادی کی جدوجہد میں قربانیاں دی ہیں اور مقبوضہ وادی میں بھارتی مظالم کے خلاف آواز بلند کی ہے۔ کشمیری عوام کا حق خودارادیت اقوام متحدہ کی قراردادوں کے مطابق تسلیم شدہ ہے اور عالمی برادری کو اس مسئلے کے حل کے لیے اپنا کردار ادا کرنا چاہیے۔ پاکستان نے ہر فورم پر کشمیریوں کی سیاسی، سفارتی اور اخلاقی حمایت جاری رکھی ہے اور آئندہ بھی جاری رکھے گا۔ پانچ اگست 2019 کے بعد سے وادی میں کرفیو، مواصلاتی پابندیاں اور گرفتاریاں جاری ہیں جن کی انسانی حقوق کی تنظیموں نے شدید مذمت کی ہے۔ جموں و کشمیر کے عوام نے ہمیشہ آزادی کی جدوجہد میں قربانیاں دی ہیں اور مقبوضہ وادی میں بھارتی مظالم کے خلاف آواز بلند کی ہے۔ کشمیری عوام کا حق خودارادیت اقوام متحدہ کی قراردادوں کے مطابق تسلیم شدہ ہے اور عالمی برادری کو اس مسئلے کے حل کے لیے اپنا کردار ادا کرنا چاہیے۔ پاکستان نے ہر فورم پر کشمیریوں کی سیاسی، سفارتی اور اخلاقی حمایت جاری رکھی ہے اور آئندہ بھی جاری رکھے گا۔ پانچ: [171, 547, 334, 693]
- column-header-title: جموں و کشمیر کالمز ☆: [706, 532, 822, 544]
- star-icon: ☆: [368, 189, 377, 200]
- column-header-title: جموں و کشمیر کالمز ☆: [368, 438, 485, 450]
- column-header-title: جموں و کشمیر کالمز ☆: [30, 581, 147, 593]
- news-column-7: [168, 23, 337, 2210]
- column-header: [172, 464, 334, 482]
- column-article: [847, 133, 1009, 355]
- article-body: جموں و کشمیر کے عوام نے ہمیشہ آزادی کی جدوجہد میں قربانیاں دی ہیں اور مقبوضہ وادی میں بھارتی مظالم کے خلاف آواز بلند کی ہے۔ کشمیری عوام کا حق خودارادیت اقوام متحدہ کی قراردادوں کے مطابق تسلیم شدہ ہے اور عالمی برادری کو اس مسئلے کے حل کے لیے اپنا کردار ادا کرنا چاہیے۔ پاکستان نے ہر فورم پر کشمیریوں کی سیاسی، سفارتی اور اخلاقی حمایت جاری رکھی ہے اور آئندہ بھی جاری رکھے گا۔ پانچ اگست 2019 کے بعد سے وادی میں کرفیو، مواصلاتی پابندیاں اور گرفتاریاں جاری ہیں جن کی انسانی حقوق کی تنظیموں نے شدید مذمت کی ہے۔ جموں و کشمیر کے عوام نے ہمیشہ آزادی کی جدوجہد میں قربانیاں دی ہیں اور مقبوضہ وادی میں بھارتی مظالم کے خلاف: [3, 918, 165, 1024]
- star-icon: ☆: [368, 918, 377, 929]
- newspaper-logo-icon: ج: [316, 970, 333, 986]
- column-header-title: جموں و کشمیر کالمز ☆: [199, 1019, 316, 1031]
- column-number: 52: [4, 820, 27, 836]
- column-number: 1: [1186, 26, 1209, 42]
- column-header: [172, 969, 334, 987]
- column-header: [3, 507, 165, 525]
- column-header: [1016, 1116, 1178, 1134]
- star-icon: ☆: [706, 193, 715, 204]
- star-icon: ☆: [199, 972, 208, 983]
- article-body: جموں و کشمیر کے عوام نے ہمیشہ آزادی کی جدوجہد میں قربانیاں دی ہیں اور مقبوضہ وادی میں بھارتی مظالم کے خلاف آواز بلند کی ہے۔ کشمیری عوام کا حق خودارادیت اقوام متحدہ کی قراردادوں کے مطابق تسلیم شدہ ہے اور عالمی برادری کو اس مسئلے کے حل کے لیے اپنا کردار ادا کرنا چاہیے۔ پاکستان نے ہر فورم پر کشمیریوں کی سیاسی، سفارتی اور اخلاقی حمایت جاری رکھی ہے اور آئندہ بھی جاری رکھے گا۔ پانچ اگست 2019 کے بعد سے وادی میں کرفیو، مواصلاتی پابندیاں اور گرفتاریاں جاری ہیں جن کی انسانی حقوق کی تنظیموں نے شدید مذمت کی ہے۔ جموں و کشمیر کے عوام نے ہمیشہ آزادی کی: [171, 715, 334, 805]
- column-header: [172, 527, 334, 545]
- column-number: 45: [173, 1017, 196, 1033]
- article-body: جموں و کشمیر کے عوام نے ہمیشہ آزادی کی جدوجہد میں قربانیاں دی ہیں اور مقبوضہ وادی میں بھارتی مظالم کے خلاف آواز بلند کی ہے۔ کشمیری عوام کا حق خودارادیت اقوام متحدہ کی قراردادوں کے مطابق تسلیم شدہ ہے اور عالمی برادری کو اس مسئلے کے حل کے لیے اپنا کردار ادا کرنا چاہیے۔ پاکستان نے ہر فورم پر کشمیریوں کی سیاسی، سفارتی اور اخلاقی حمایت جاری رکھی ہے اور آئندہ بھی جاری رکھے گا۔ پانچ اگست 2019 کے بعد سے وادی میں کرفیو، مواصلاتی پابندیاں اور گرفتاریاں جاری ہیں جن کی انسانی حقوق کی تنظیموں نے شدید مذمت کی ہے۔ جموں و کشمیر کے عوام نے ہمیشہ آزادی کی جدوجہد میں قربانیاں دی ہیں اور مقبوضہ وادی میں بھارتی مظالم کے خلاف آواز بلند کی ہے۔ کشمیری عوام کا حق خودارادیت اقوام متحدہ کی قراردادوں کے مطابق تسلیم شدہ ہے اور عالمی برادری کو اس مسئلے کے حل کے لیے اپنا کردار ادا کرنا چاہیے۔ پاکستان نے ہر فورم پر کشمیریوں کی سیاسی، سفارتی اور اخلاقی حمایت جاری رکھی ہے اور آئندہ بھی جاری رکھے گا۔ پانچ اگست 2019 کے بعد سے وادی میں کرفیو، مواصلاتی پابندیاں اور گرفتاریاں جاری ہیں جن کی انسانی حقوق کی تنظیموں نے شدید مذمت کی ہے۔ جموں و کشمیر کے عوام نے ہمیشہ آزادی کی جدوجہد میں قربانیاں دی ہیں اور مقبوضہ وادی میں بھارتی مظالم کے خلاف آواز بلند کی ہے۔ کشمیری عوام کا حق خودارادیت اقوام متحدہ کی قراردادوں کے مطابق تسلیم شدہ ہے اور عالمی برادری کو اس مسئلے کے حل کے لیے اپنا کردار ادا کرنا چاہیے۔ پاکستان نے ہر فورم پر کشمیریوں کی سیاسی، سفارتی اور اخلاقی حمایت جاری رکھی ہے اور آئندہ بھی جاری رکھے گا۔ پانچ اگست 2019 کے بعد سے وادی میں کرفیو، مواصلاتی پابندیاں اور گرفتاریاں جاری ہیں جن کی انسانی حقوق کی تنظیموں نے شدید مذمت کی ہے۔ جموں و کشمیر کے عوام نے ہمیشہ آزادی کی جدوجہد میں قربانیاں دی ہیں اور مقبوضہ وادی میں بھارتی مظالم کے خلاف آواز بلند کی ہے۔ کشمیری عوام کا حق خودارادیت اقوام متحدہ کی قراردادوں کے مطابق تسلیم شدہ ہے اور عالمی برادری کو اس مسئلے کے حل کے لیے اپنا کردار ادا کرنا چاہیے۔ پاکستان نے ہر فورم پر کشمیریوں کی سیاسی، سفارتی اور اخلاقی حمایت جاری رکھی ہے اور آئندہ بھی جاری رکھے گا۔ پانچ اگست 2019: [847, 885, 1010, 1202]
- column-number: 48: [4, 396, 27, 412]
- newspaper-logo-icon: ج: [485, 26, 502, 42]
- column-header-title: جموں و کشمیر کالمز ☆: [874, 362, 991, 374]
- article-body: جموں و کشمیر کے عوام نے ہمیشہ آزادی کی جدوجہد میں قربانیاں دی ہیں اور مقبوضہ وادی میں بھارتی مظالم کے خلاف آواز بلند کی ہے۔ کشمیری عوام کا حق خودارادیت اقوام متحدہ کی قراردادوں کے مطابق تسلیم شدہ ہے اور عالمی برادری کو اس مسئلے کے حل کے لیے اپنا کردار ادا کرنا چاہیے۔ پاکستان نے ہر فورم پر کشمیریوں کی سیاسی، سفارتی اور اخلاقی حمایت جاری رکھی ہے اور آئندہ بھی جاری رکھے گا۔ پانچ اگست 2019 کے بعد سے وادی میں کرفیو، مواصلاتی پابندیاں اور گرفتاریاں جاری ہیں جن کی انسانی حقوق کی تنظیموں نے شدید مذمت کی ہے۔ جموں و کشمیر کے عوام نے ہمیشہ آزادی کی جدوجہد میں قربانیاں دی ہیں اور مقبوضہ وادی میں بھارتی مظالم کے خلاف آواز بلند کی ہے۔ کشمیری عوام کا حق خودارادیت اقوام متحدہ کی قراردادو: [3, 278, 165, 392]
- star-icon: ☆: [1043, 1119, 1052, 1130]
- article-body: جموں و کشمیر کے عوام نے ہمیشہ آزادی کی جدوجہد میں قربانیاں دی ہیں اور مقبوضہ وادی میں بھارتی مظالم کے خلاف آواز بلند کی ہے۔ کشمیری عوام کا حق خودارادیت اقوام متحدہ کی قراردادوں کے مطابق تسلیم شدہ ہے اور عالمی برادری کو اس مسئلے کے حل کے لیے اپنا کردار ادا کرنا چاہیے۔ پاکستان نے ہر فورم پر کشمیریوں کی سیاسی، سفارتی اور اخلاقی حمایت جاری رکھی ہے اور آئندہ بھی جاری رکھے گا۔ پانچ اگست 2019 کے بعد سے وادی میں کرفیو، مواصلاتی پابندیاں اور گرفتاریاں جاری ہیں جن کی انسانی حقوق کی تنظیموں نے شدید مذمت کی ہے۔ جموں و کشمیر کے عوام نے ہمیشہ آزادی کی جدوجہد میں قربانیاں دی ہیں اور مقبوضہ وادی میں بھارتی مظالم کے خلاف آواز بلند کی ہے۔ کشمیری عوام کا حق خودارادیت اقوام متحدہ کی قراردادوں کے مطابق تسلیم شدہ ہے اور عالمی برادری کو اس مسئلے کے حل کے لیے اپنا کردار ادا کرنا چاہیے۔ پاکستان نے ہر فورم پر کشمیریوں کی سیاسی، سفارتی اور اخلاقی حمایت جاری رکھی ہے اور آئندہ بھی جاری رکھے گا۔ پانچ اگست 2019 کے بعد سے وادی میں کرفیو، مواصلاتی پابندیاں اور گرفتاریاں جاری ہیں جن کی انسانی حقوق کی تنظیموں نے شدید مذمت کی ہے۔ جموں و کشمیر کے عوام نے ہمیشہ آزادی کی جدوجہد میں قربانیاں دی ہیں اور مقبوضہ وادی میں بھارتی مظالم کے خلاف آواز بلند کی ہے۔ کشمیری عوام کا حق خودارادیت اقوام متحدہ کی قراردادوں کے مطابق تسلیم شدہ ہے اور عالمی برادری کو اس مسئلے کے حل کے لیے اپنا کردار ادا کرنا چاہیے۔ پاکستان نے ہر فورم پر کشمیریوں کی سیاسی، سفارتی اور اخلاقی حمایت جاری رکھی ہے اور آئندہ بھی جاری رکھے گا۔ پانچ اگست 2019 کے بعد سے وادی میں کرفیو، مواصلاتی پابندیاں اور گرفتاریاں جاری ہیں جن کی انسانی حقوق کی تنظیموں ن: [1016, 410, 1179, 654]
- column-header-title: جموں و کشمیر کالمز ☆: [537, 614, 653, 626]
- article-body: جموں و کشمیر کے عوام نے ہمیشہ آزادی کی جدوجہد میں قربانیاں دی ہیں اور مقبوضہ وادی میں بھارتی مظالم کے خلاف آواز بلند کی ہے۔ کشمیری عوام کا حق خودارادیت اقوام متحدہ کی قراردادوں کے مطابق تسلیم شدہ ہے اور عالمی برادری کو اس مسئلے کے حل کے لیے اپنا کردار ادا کرنا چاہیے۔ پاکستان نے ہر فورم پر کشمیریوں کی سیاسی، سفارتی اور اخلاقی حمایت جاری رکھی ہے اور آئندہ بھی جاری رکھے گا۔ پانچ اگست 2019 کے بعد سے وادی میں کرفیو، مواصلاتی پابندیاں اور گرفتاریاں جاری ہیں جن کی انسانی حقوق کی تنظیموں نے شدید مذمت کی ہے۔ جموں و کشمیر کے عوام نے ہمیشہ آزادی کی جدوجہد میں قربانیاں دی ہیں اور مقبوضہ وادی میں بھارتی مظالم کے خلاف آواز بلند کی ہے۔ کشمیری عوام کا حق خودارادیت اقوام متحدہ کی قراردادوں کے مطابق تسلیم شدہ ہے اور عالمی برادری کو اس مسئلے کے حل کے لیے اپنا کردار ادا کرنا چاہیے۔ پاکستان نے ہر فورم پر کشمیریوں کی سیاسی، سفارتی اور اخلاقی حمایت جاری رکھی ہے اور آئندہ بھی جاری رکھے گا۔ پانچ اگست 2019 کے بعد سے وادی میں کرفیو، مواصلاتی پابندیاں اور گرفتاریاں جاری ہیں جن کی انسانی حقوق کی تنظیموں نے شدید مذمت کی ہے۔ جموں و کشمیر کے عوام نے ہمیشہ آزادی کی جدوجہد میں قربانیاں دی ہیں اور مقبوضہ وادی میں بھارتی مظالم کے خلاف آواز بلند کی ہے۔ کشمیری عوام کا حق خودارادیت اقوام متحدہ کی قراردادوں کے مطابق تسلیم شدہ ہے اور عالمی برادری کو اس مسئلے کے حل کے لیے اپنا کردار ادا کرنا چاہیے۔ پاکستان نے ہر: [1016, 177, 1179, 388]
- masthead-title: روزنامہ جموں وکشمیر مظفرآباد (3): [565, 3, 785, 19]
- article-body: جموں و کشمیر کے عوام نے ہمیشہ آزادی کی جدوجہد میں قربانیاں دی ہیں اور مقبوضہ وادی میں بھارتی مظالم کے خلاف آواز بلند کی ہے۔ کشمیری عوام کا حق خودارادیت اقوام متحدہ کی قراردادوں کے مطابق تسلیم شدہ ہے اور ع: [340, 744, 503, 785]
- column-header: [510, 25, 672, 43]
- column-header: [510, 611, 672, 629]
- newspaper-logo-icon: ج: [1160, 658, 1177, 674]
- column-header-title: جموں و کشمیر کالمز ☆: [368, 189, 485, 201]
- column-header: [1185, 25, 1347, 43]
- newspaper-logo-icon: ج: [147, 748, 164, 764]
- article-body: جموں و کشمیر کے عوام نے ہمیشہ آزادی کی جدوجہد میں قربانیاں دی ہیں اور مقبوضہ وادی میں بھارتی مظالم کے خلاف آواز بلند کی ہے۔ کشمیری عوام کا حق خودارادیت اقوام متحدہ کی قراردادوں کے مطابق تسلیم شدہ ہے اور عالمی برادری کو اس مسئلے کے حل کے لیے اپنا کردار ادا کرنا چاہیے۔ پاکستان نے ہر فورم پر کشمیریوں کی سیاسی، سفارتی اور اخلاقی حمایت جاری رکھی ہے اور آئندہ بھی جاری رکھے گا۔ پانچ اگست 2019 کے بعد سے وادی میں کرفیو، مواصلاتی پابندیاں اور گرفتاریاں جاری ہیں جن کی انسانی حقوق کی تنظیموں نے شدید مذمت کی ہے۔ جموں و کشمیر کے عوام نے ہمیشہ آزادی کی جدوجہد میں قربانیاں دی ہیں اور مقبوضہ وادی میں بھارتی مظالم کے خلاف آواز بلند کی ہے۔ کشمیری عوام کا حق خودارادیت اقوام متحدہ کی قراردادوں کے مطابق تسلیم شدہ ہے اور عالمی برادری کو اس مسئلے کے حل کے لیے اپنا کردار ادا کرنا چاہیے۔ پاکستان نے ہر فورم پر کشمیریوں کی سیاسی، سفارتی اور اخلاقی حمایت جاری رکھی ہے اور آئندہ بھی جاری رکھے گا۔ پانچ اگست 2019 کے بعد سے وادی میں کرفیو، مواصلاتی پابندیاں اور گرفتاریاں جاری ہیں جن کی انسانی حقوق کی تنظیموں نے شدید مذمت کی ہے۔ جموں و کشمیر کے عوام نے ہمیشہ آزادی کی جدوجہد میں قربانیاں دی ہیں اور مقبوضہ وادی میں بھارتی مظالم کے خلاف آواز بلند کی ہے۔ کشمیری عوام کا حق خودارادیت اقوام متحدہ کی قراردادوں کے مطابق تسلیم شدہ ہے اور عالمی برادر: [678, 1112, 841, 1315]
- column-number: 28: [342, 532, 365, 548]
- article-body: جموں و کشمیر کے عوام نے ہمیشہ آزادی کی جدوجہد میں قربانیاں دی ہیں اور مقبوضہ وادی میں بھارتی مظالم کے خلاف آواز بلند کی ہے۔ کشمیری عوام کا حق خودارادیت اقوام متحدہ کی قراردادوں کے مطابق تسلیم شدہ ہے اور عالمی برادری کو اس مسئلے کے حل کے لیے اپنا کردار ادا کرنا چاہیے۔ پاکستان نے ہر فورم پر کشمیریوں کی سیاسی، سفارتی اور اخلاقی حمایت جاری رکھی ہے اور آئندہ بھی جاری رکھے گا۔ پانچ اگست 2019 کے بعد سے وادی میں کرفیو، مواصلاتی پابندیاں اور گرفتاریاں جاری ہیں جن کی انسانی حقوق کی تنظیموں نے شدید مذمت کی ہے۔ جموں و کشمیر کے عوام نے ہمیشہ آزادی کی جدوجہد میں قربانیاں دی ہیں اور مقبوضہ وادی میں بھارتی مظالم کے خلاف: [340, 934, 503, 1040]
- article-body: جموں و کشمیر کے عوام نے ہمیشہ آزادی کی جدوجہد میں قربانیاں دی ہیں اور مقبوضہ وادی میں بھارتی مظالم کے خلاف آواز بلند کی ہے۔ کشمیری عوام کا حق خودارادیت اقوام متحدہ کی قراردادوں کے مطابق تسلیم شدہ ہے اور عالمی برادری کو اس مسئلے کے حل کے لیے اپنا کردار ادا کرنا چاہیے۔ پاکستان نے ہر فورم پر کشمیریوں کی سیاسی، سفارتی اور اخلاقی حمایت جاری رکھی ہے اور آئندہ بھی جاری رکھے گا۔ پانچ اگست 2019 کے بعد سے وادی میں کرفیو، مواصلاتی پابندیاں اور گرفتاریاں جاری ہیں جن کی انسانی حقوق کی تنظیموں نے شدید مذمت کی ہے۔ جموں و کشمیر کے عوام نے ہمیشہ آزادی کی جدوجہد میں قربانیاں دی ہیں اور مقبوضہ وادی میں بھارتی مظالم کے خلاف آواز بلند کی ہے۔ کشمیری عوام کا حق خودارادیت اقوام متحدہ کی قراردادوں کے مطابق تسلیم شدہ ہے اور عالمی برادری کو اس مسئلے کے حل کے لیے اپنا کردار ادا کرنا چاہیے۔ پاکستان نے ہر فورم پر کشمیریوں کی سیاسی، سف: [340, 45, 503, 183]
- star-icon: ☆: [368, 728, 377, 739]
- column-article: [341, 435, 503, 528]
- article-body: جموں و کشمیر کے عوام نے ہمیشہ آزادی کی جدوجہد میں قربانیاں دی ہیں اور مقبوضہ وادی میں بھارتی مظالم کے خلاف آواز بلند کی ہے۔ کشمیری عوام کا حق خودارادیت اقوام متحدہ کی قراردادوں کے مطابق تسلیم شدہ ہے اور ع: [1185, 947, 1347, 989]
- newspaper-logo-icon: ج: [316, 465, 333, 481]
- star-icon: ☆: [874, 137, 884, 148]
- star-icon: ☆: [368, 439, 377, 450]
- newspaper-logo-icon: ج: [654, 179, 671, 195]
- newspaper-logo-icon: ج: [1329, 679, 1346, 695]
- star-icon: ☆: [1043, 660, 1052, 671]
- column-header: [847, 866, 1009, 884]
- article-body: جموں و کشمیر کے عوام نے ہمیشہ آزادی کی جدوجہد میں قربانیاں دی ہیں اور مقبوضہ وادی میں بھارتی مظالم کے خلاف آواز بلند کی ہے۔ کشمیری عوام کا حق خودارادیت اقوام متحدہ کی قراردادوں کے مطابق تسلیم شدہ ہے اور عالمی برادری کو اس مسئلے کے حل کے لیے اپنا کردار ادا کرنا چاہیے۔ پاکستان نے ہر فورم پر کشمیریوں کی سیاسی، سفارتی اور اخلاقی حمایت جاری رکھی ہے اور آئندہ بھی جاری رکھے گا۔ پانچ اگست 2019 کے بعد سے وادی میں کرفیو، مواصلاتی پابندیاں اور گرفتاریاں جاری ہیں جن کی انسانی حقوق کی تنظیموں نے شدید مذمت کی ہے۔ جموں و کشمیر کے عوام نے ہمیشہ آزادی کی جدوجہد میں قربانیاں دی ہیں اور مقبوضہ وادی میں بھارتی مظالم کے خلاف آواز بلند کی ہے۔ کشمیری عوام کا حق خودارادیت اقوام متحدہ کی قراردادوں کے مطابق تسلیم شدہ ہے اور عالمی برادری کو اس مسئلے کے حل کے لیے اپنا کردار ادا کرنا چاہیے۔ پاکستان نے ہر فورم پر کشمیریوں کی سیاسی، سفارتی اور اخلاقی حمایت جاری رکھی ہے اور آئندہ بھی جاری رکھے گا۔ پانچ اگست 2019 کے بعد سے وادی میں کرفیو، مواصلاتی پابندیاں اور گرفتاریاں جاری ہیں جن کی انسانی حقوق کی تنظیموں نے شدید مذمت کی ہے۔ جموں و کشمیر کے عوام نے ہمیشہ آزادی کی جدوجہد میں قربانیاں دی ہیں اور مقبوضہ وادی میں بھارتی مظالم کے خلاف آواز بلند کی ہے۔ کشمیری عوام کا حق خودارادیت اقوام متحدہ کی قراردادوں کے مطابق تسلیم شدہ ہے اور عالمی برادری کو اس مسئلے کے حل کے لیے اپنا کردار ادا کرنا چاہیے۔ پاکستان نے ہر فورم پر کشمیریوں کی سیاسی، سفارتی اور اخلاقی حمایت جاری رکھی ہے اور آئندہ بھی جاری رکھے گا۔ پانچ اگست 2019 کے بعد سے وادی میں کرفیو، مواصلاتی پابندیاں اور گرفتاریاں جاری ہیں جن کی انسانی حقوق کی تنظیموں نے شدید مذمت کی ہے۔ جموں و کشمیر کے عوام نے ہمیشہ آزادی کی جدوجہد میں قربانیاں دی ہیں اور مقبوضہ وادی میں بھارتی مظالم کے خلاف آواز بلند کی ہے۔ کشمیری عوام کا حق خودارادیت اقوام متحدہ کی قراردادوں کے مطابق تسلیم شدہ ہے اور عالمی برادری کو اس مسئلے کے حل کے لیے اپنا کردار ادا کرنا چاہیے۔ پاکستان نے ہر فورم پر کشمیریوں کی سیاسی، سفارتی اور اخلاقی حمایت جاری رکھی ہے اور آئندہ بھی جاری رکھے گا۔ پانچ اگست 2019: [678, 209, 841, 526]
- column-number: 46: [4, 26, 27, 42]
- column-header: [172, 808, 334, 826]
- newspaper-logo-icon: ج: [991, 360, 1008, 376]
- star-icon: ☆: [874, 1208, 884, 1219]
- column-header-title: جموں و کشمیر کالمز ☆: [1212, 28, 1329, 40]
- star-icon: ☆: [1043, 394, 1052, 405]
- column-number: 3: [1186, 679, 1209, 695]
- column-article: [510, 241, 672, 528]
- column-header: [679, 1093, 841, 1111]
- column-article: [341, 724, 503, 784]
- star-icon: ☆: [199, 811, 208, 822]
- column-number: 4: [1186, 929, 1209, 945]
- column-header-title: جموں و کشمیر کالمز ☆: [537, 28, 653, 40]
- column-article: [510, 25, 672, 175]
- column-header-title: جموں و کشمیر کالمز ☆: [1212, 375, 1329, 387]
- column-header-title: جموں و کشمیر کالمز ☆: [874, 1208, 991, 1220]
- star-icon: ☆: [30, 751, 39, 762]
- column-header-title: جموں و کشمیر کالمز ☆: [537, 244, 653, 256]
- column-article: [172, 808, 334, 966]
- column-header-title: جموں و کشمیر کالمز ☆: [199, 530, 316, 542]
- article-body: جموں و کشمیر کے عوام نے ہمیشہ آزادی کی جدوجہد میں قربانیاں دی ہیں اور مقبوضہ وادی میں بھارتی مظالم کے خلاف آواز بلند کی ہے۔ کشمیری عوام کا حق خودارادیت اقوام متحدہ کی قراردادوں کے مطابق تسلیم شدہ ہے اور عالمی برادری کو اس مسئلے کے حل کے لیے اپنا کردار ادا کرنا چاہیے۔ پاکستان نے ہر فورم پر کشمیریوں کی سیاسی، سفارتی اور اخلاقی حمایت جاری رکھی ہے اور آئندہ بھی جاری رکھے گا۔ پانچ اگست 2019 کے بعد سے وادی میں کرفیو، مواصلاتی پابندیاں اور گرفتاریاں جاری ہیں جن کی انسانی حقوق کی تنظیموں نے شدید مذمت کی ہے۔ جموں و کشمیر کے عوام نے ہمیشہ آزادی کی جدوجہد میں قربانیاں دی ہیں اور مقبوضہ وادی میں بھارتی مظالم کے خلاف آواز بلند کی ہے۔ کشمیری عوام کا حق خودارادیت اقوام متحدہ کی قراردادوں کے مطابق تسلیم شدہ ہے اور عالمی برادری کو اس مسئلے کے حل کے لیے اپنا کردار ادا کرنا چاہیے۔ پاکستان نے ہر فورم پر کشمیریوں کی سیاسی، سفارتی اور اخلاقی حمایت جاری رکھی ہے اور آئندہ بھی جاری رکھے گا۔ پانچ اگست 2019 کے بعد سے وادی میں کرفیو، مواصلاتی پابندیاں اور گرفتاریاں جاری ہیں جن کی انسانی حقوق کی تنظیموں نے شدید مذمت کی ہے۔ جموں و کشمیر کے عوام نے ہمیشہ آزادی کی جدوجہد میں قربانیاں دی ہیں اور مقبوضہ وادی میں بھارتی مظالم کے خلاف آواز بلند کی ہے۔ کشمیری عوام کا حق خودارادیت اقوام متحدہ کی قراردادوں کے مطابق تسلیم شدہ ہے اور عالمی برادری کو اس مسئلے کے حل کے لیے اپنا کردار ادا کرنا چاہیے۔ پاکستان نے ہر فورم پر کشمیریوں کی سیاسی، سفارتی اور اخلاقی حمایت جاری رکھی ہے اور آئندہ بھی جاری رکھے گا۔ پانچ اگست 2019 کے بعد سے وادی میں کرفیو، مواصلاتی پابندیاں اور گرفتاریاں جاری ہیں جن کی انسانی حقوق کی تنظیموں ن: [171, 217, 334, 461]
- column-header-title: جموں و کشمیر کالمز ☆: [30, 901, 147, 913]
- newspaper-logo-icon: ج: [316, 697, 333, 713]
- column-header: [341, 186, 503, 204]
- column-article: [341, 788, 503, 848]
- article-body: جموں و کشمیر کے عوام نے ہمیشہ آزادی کی جدوجہد میں قربانیاں دی ہیں اور مقبوضہ وادی میں بھارتی مظالم کے خلاف آواز بلند کی ہے۔ کشمیری عوام کا حق خودارادیت اقوام متحدہ کی قراردادوں کے مطابق تسلیم شدہ ہے اور عالمی برادری کو اس مسئلے کے حل کے لیے اپنا کردار ادا کرنا چاہیے۔ پاکستان نے ہر فورم پر کشمیریوں کی سیاسی، سفارتی اور اخلاقی حمایت جاری رکھی ہے اور آئندہ بھی جاری رکھے گا۔ پانچ اگست 2019 کے بعد سے وادی میں: [340, 1062, 503, 1136]
- article-body: جموں و کشمیر کے عوام نے ہمیشہ آزادی کی جدوجہد میں قربانیاں دی ہیں اور مقبوضہ وادی میں بھارتی مظالم کے خلاف آواز بلند کی ہے۔ کشمیری عوام کا حق خودارادیت اقوام متحدہ کی قراردادوں کے مطابق تسلیم شدہ ہے اور عالمی برادری کو اس مسئلے کے حل کے لیے اپنا کردار ادا کرنا چاہیے۔ پاکستان نے ہر فورم پر کشمیریوں کی سیاسی، سفارتی اور اخلاقی حمایت جاری رکھی ہے اور آئندہ بھی جاری رکھے گا۔ پانچ اگست 2019 کے بعد سے وادی میں کرفیو، مواصلاتی پابندیاں اور گرفتاریاں جاری ہیں جن کی انسانی حقوق کی تنظیموں نے شدید مذمت کی ہے۔ جموں و کشمیر کے عوام نے ہمیشہ آزادی کی جدوجہد میں قربانیاں دی ہیں اور مقبوضہ وادی میں بھارتی مظالم کے خلاف آواز بلند کی ہے۔ کشمیری عوام کا حق خودارادیت اقوام متحدہ کی قراردادوں کے مطابق تسلیم شدہ ہے اور عالمی برادری کو اس مسئلے کے حل کے لیے اپنا کردار ادا کرنا چاہیے۔ پاکستان نے ہر فورم پر کشمیریوں کی سیاسی، سفارتی اور اخلاقی حمایت جاری رکھی ہے اور آئندہ بھی جاری رکھے گا۔ پانچ اگست 2019 کے بعد سے وادی میں کرفیو، مواصلاتی پابندیاں اور گرفتاریاں: [678, 25, 841, 187]
- article-body: جموں و کشمیر کے عوام نے ہمیشہ آزادی کی جدوجہد میں قربانیاں دی ہیں اور مقبوضہ وادی میں بھارتی مظالم کے خلاف آواز بلند کی ہے۔ کشمیری عوام: [171, 988, 334, 1013]
- article-body: جموں و کشمیر کے عوام نے ہمیشہ آزادی کی جدوجہد میں قربانیاں دی ہیں اور مقبوضہ وادی میں بھارتی مظالم کے خلاف آواز بلند کی ہے۔ کشمیری عوام کا حق خودارادیت اقوام متحدہ کی قراردادوں کے مطابق تسلیم شدہ ہے اور عالمی برادری کو اس مسئلے کے حل کے لیے اپنا کردار ادا کرنا چاہیے۔ پاکستان نے ہر فورم پر کشمیریوں کی سیاسی، سفارتی اور اخلاقی حمایت جاری رکھی ہے اور آئندہ بھی جاری رکھے گا۔ پانچ اگست 2019 کے بعد سے وادی میں کرفیو، مواصلاتی پابندیاں اور گرفتاریاں جاری ہیں جن کی انسانی حقوق کی تنظیموں نے شدید مذمت کی ہے۔ جموں و کشمیر کے عوام نے ہمیشہ آزادی کی جدوجہد میں قربانیاں دی ہیں اور مقبوضہ وادی میں بھارتی مظالم کے خلاف آواز بلند کی ہے۔ کشمیری عوام کا حق خودارادیت اقوام متحدہ کی قراردادوں کے مطابق تسلیم شدہ ہے اور عالمی برادری کو اس مسئلے کے حل کے لیے اپنا کردار ادا کرنا چاہیے۔ پاکستان نے ہر فورم پر کشمیریوں کی سیاسی، سفارتی اور اخلاقی حمایت جاری رکھی ہے اور آئندہ بھی جاری رکھے گا۔ پانچ اگست 2019 کے بعد سے وادی میں کرفیو، مواصلاتی پابندیاں اور گرفتاریاں جاری ہیں جن کی انسانی حقوق کی تنظیموں نے شدید مذمت کی ہے۔ جموں و کشمیر کے عوام نے ہمیشہ آزادی کی جدوجہد میں قربانیاں دی ہیں اور مقبوضہ وادی میں بھارتی مظالم کے خلاف آواز بلند کی ہے۔ کشمیری عوام کا حق خودارادیت اقوام متحدہ کی قراردادوں کے مطابق تسلیم شدہ ہے اور عالمی برادری کو اس مسئلے کے حل کے لیے اپنا کردار ادا کرنا چاہیے۔ پاکستان نے ہر فورم پر کشمیریوں کی سیاسی، سفارتی اور اخلاقی حمایت جاری رکھی ہے اور آئندہ بھی جاری رکھے گا۔ پانچ اگست 2019 کے بعد سے وادی میں کرفیو، مواصلاتی پابندیاں اور گرفتاریاں جاری ہیں جن کی انسانی حقوق کی تنظیموں نے شدید مذمت کی ہے۔ جموں و کشمیر کے عوام نے ہمیشہ آزادی کی جدوجہد میں قربانیاں دی ہیں اور مقبوضہ وادی میں بھارتی مظالم کے خلاف آواز بلند کی ہے۔ کشمیری عوام کا حق خودارادیت اقوام متحدہ کی قراردادوں کے مطابق: [1185, 391, 1347, 675]
- newspaper-logo-icon: ج: [485, 789, 502, 805]
- article-body: جموں و کشمیر کے عوام نے ہمیشہ آزادی کی جدوجہد میں قربانیاں دی ہیں اور مقبوضہ وادی میں بھارتی مظالم کے خلاف آواز بلند کی ہے۔ کشمیری عوام کا حق خودارادیت اقوام متحدہ کی قراردادوں کے مطابق تسلیم شدہ ہے اور عالمی برادری کو اس مسئلے کے حل کے لیے اپنا کردار ادا کرنا چاہیے۔ پاکستان نے ہر فورم پر کشمیریوں کی سیاسی، سفارتی اور اخلاقی حمایت جاری رکھی ہے اور آئندہ بھی جاری رکھے گا۔ پانچ اگست 2019 کے بعد سے وادی میں: [340, 455, 503, 528]
- star-icon: ☆: [537, 614, 546, 625]
- column-header-title: جموں و کشمیر کالمز ☆: [368, 854, 485, 866]
- star-icon: ☆: [368, 29, 377, 39]
- column-header-title: جموں و کشمیر کالمز ☆: [368, 917, 485, 929]
- column-header-title: جموں و کشمیر کالمز ☆: [537, 181, 653, 192]
- star-icon: ☆: [1212, 375, 1221, 386]
- column-article: [1016, 25, 1178, 155]
- newspaper-logo-icon: ج: [485, 1044, 502, 1060]
- article-body: جموں و کشمیر کے عوام نے ہمیشہ آزادی کی جدوجہد میں قربانیاں دی ہیں اور مقبوضہ وادی میں بھارتی مظالم کے خلاف آواز بلند کی ہے۔ کشمیری عوام کا حق خودارادیت اقوام متحدہ کی قراردادوں کے مطابق تسلیم شدہ ہے اور عالمی برادری کو اس مسئلے کے حل کے لیے اپنا کردار ادا کرنا چاہیے۔ پاکستان نے ہر فورم پر کشمیریوں کی سیاسی، سفارتی اور اخلاقی حمایت جاری رکھی ہے اور آئندہ بھی جاری رکھے گا۔ پانچ اگست 2019 کے بعد سے وادی میں کرفیو، مواصلاتی پابندیاں اور گرفتاریاں جاری ہیں جن کی انسانی حقوق کی تنظیموں نے شدید مذمت کی ہے۔ جموں و کشمیر کے عوام نے ہمیشہ آزادی کی جدوجہد میں قربانیاں دی ہیں اور مقبوضہ وادی میں بھارتی مظالم کے خلاف آواز بلند کی ہے۔ کشمیری عوام کا حق خودارادیت اقوام متحدہ کی قراردادوں کے مطابق تسلیم شدہ ہے اور عالمی برادری کو اس مسئلے کے حل کے لیے اپنا کردار ادا کرنا چاہیے۔ پاکستان نے ہر فورم پر کشمیریوں کی سیاسی، سفارتی اور اخلاقی حمایت جاری رکھی ہے اور آئندہ بھی جاری رکھے گا۔ پانچ اگست 2019 کے بعد سے وادی میں کرفیو، مواصلاتی پابندیاں اور گرفتاریاں جاری ہیں جن کی انسانی حقوق کی تنظیموں نے شدید مذمت کی ہے۔ جموں و کشمیر کے عوام نے ہمیشہ آزادی کی جدوجہد میں قربانیاں دی ہیں اور مقبوضہ وادی میں بھارتی مظالم کے خلاف آواز بلند کی ہے۔ کشمیری عوام کا حق خودارادیت اقوام متحدہ کی قراردادوں کے مطابق تسلیم شدہ ہے اور عالمی برادری کو اس مسئلے کے حل کے لیے اپنا کردار ادا کرنا چاہیے۔ پاکستان نے ہر فورم پر کشمیریوں کی سیاسی، سفارتی اور اخلاقی حمایت جاری رکھی ہے اور آئندہ بھی جاری رکھے گا۔ پانچ اگست 2019 کے بعد سے وادی میں کرفیو، مواصلاتی پابندیاں اور گرفتاریاں جاری ہیں جن کی انسانی حقوق کی تنظیموں نے شدید مذمت کی ہے۔ جموں و کشمیر کے عوام نے ہمیشہ آزادی کی جدوجہد میں قربانیاں دی ہیں اور مقبوضہ وادی میں بھارتی مظالم کے خلاف آواز بلند کی ہے۔ کشمیری عوام کا حق خودارادیت اقوام متحدہ کی قراردادوں کے مطابق تسلیم شدہ ہے اور عالمی برادری کو اس مسئلے کے حل کے لیے اپنا کردار ادا کرنا چاہیے۔ پاکستان نے ہر فورم پر کشمیریوں کی سیاسی، سفارتی اور اخلاقی حمایت جاری رکھی ہے اور آئندہ بھی جاری رکھے گا۔ پانچ اگست 2019 کے بعد سے وادی میں کرفیو، مواصلاتی پابندیاں اور گرفتاریاں جاری ہیں جن کی انسانی حقوق کی تنظیموں نے شدید مذمت کی ہے۔ جموں و کشمیر کے عوام نے ہمیشہ آزادی کی جدوجہد میں قربانیاں دی ہیں اور مقبوضہ وادی میں بھ: [678, 741, 841, 1090]
- column-number: 8: [1017, 658, 1040, 674]
- column-header-title: جموں و کشمیر کالمز ☆: [1043, 853, 1160, 865]
- column-article: [510, 178, 672, 238]
- column-header: [341, 914, 503, 932]
- column-header: [1016, 850, 1178, 868]
- newspaper-logo-icon: ج: [485, 532, 502, 548]
- newspaper-logo-icon: ج: [147, 899, 164, 915]
- article-body: جموں و کشمیر کے عوام نے ہمیشہ آزادی کی جدوجہد میں قربانیاں دی ہیں اور مقبوضہ وادی میں بھارتی مظالم کے خلاف آواز بلند کی ہے۔ کشمیری عوام کا حق خودارادیت اقوام متحدہ کی قراردادوں کے مطابق تسلیم شدہ ہے اور ع: [171, 483, 334, 525]
- columns-area: [0, 23, 1350, 2210]
- article-body: جموں و کشمیر کے عوام نے ہمیشہ آزادی کی جدوجہد میں قربانیاں دی ہیں اور مقبوضہ وادی میں بھارتی مظالم کے خلاف آواز بلند کی ہے۔ کشمیری عوام کا حق خودارادیت اقوام متحدہ کی قراردادوں کے مطابق تسلیم شدہ ہے اور ع: [847, 1224, 1010, 1265]
- column-number: 31: [342, 852, 365, 868]
- article-body: جموں و کشمیر کے عوام نے ہمیشہ آزادی کی جدوجہد میں قربانیاں دی ہیں اور مقبوضہ وادی میں بھارتی مظالم کے خلاف آواز بلند کی ہے۔ کشمیری عوام کا حق خودارادیت اقوام متحدہ کی قراردادوں کے مطابق تسلیم شدہ ہے اور عالمی برادری کو اس مسئلے کے حل کے لیے اپنا کردار ادا کرنا چاہیے۔ پاکستان نے ہر فورم پر کشمیریوں کی سیاسی، سفارتی اور اخلاقی حمایت جاری رکھی ہے اور آئندہ بھی جاری رکھے گا۔ پانچ اگست 2019 کے بعد سے وادی میں کرفیو، مواصلاتی پابندیاں اور گرفتاریاں جاری ہیں جن کی انسانی حقوق کی تنظیموں نے شدید مذمت کی ہے۔ جموں و کشمیر کے عوام نے ہمیشہ آزادی کی جدوجہد میں قربانیاں دی ہیں اور مقبوضہ وادی میں بھارتی مظالم کے خلاف آواز بلند کی ہے۔ کشمیری عوام کا حق خودارادیت اقوام متحدہ کی قراردادوں کے مطابق تسلیم شدہ ہے اور عالمی برادری کو اس مسئلے کے حل کے لیے اپنا کردار ادا کرنا چاہیے۔ پاکستان نے ہر فورم پر کشمیریوں کی سیاسی، سفارتی اور اخلاقی حمایت جاری رکھی ہے اور آئندہ بھی جاری رکھے گا۔ پانچ اگست 2019 کے بعد سے وادی میں کرفیو، مواصلاتی پابندیاں اور گرفتاریاں جاری ہیں جن کی انسانی حقوق کی تنظیموں نے شدید مذمت کی ہے۔ جموں و کشمیر کے عوام نے ہمیشہ آزادی کی جدوجہد میں قربانیاں دی ہیں اور مقبوضہ وادی میں بھارتی مظالم کے خلاف آواز بلند کی ہے۔ کشمیری عوام کا حق خودارادیت اقوام متحدہ کی قراردادوں کے مطابق تسلیم شدہ ہے اور عالمی برادر: [847, 153, 1010, 356]
- column-header-title: جموں و کشمیر کالمز ☆: [199, 811, 316, 823]
- newspaper-logo-icon: ج: [316, 809, 333, 825]
- column-article: [3, 578, 165, 744]
- newspaper-logo-icon: ج: [1329, 992, 1346, 1008]
- newspaper-logo-icon: ج: [485, 187, 502, 203]
- column-header: [3, 395, 165, 413]
- newspaper-logo-icon: ج: [147, 396, 164, 412]
- column-number: 13: [848, 617, 871, 633]
- column-header-title: جموں و کشمیر کالمز ☆: [874, 869, 991, 881]
- newspaper-logo-icon: ج: [822, 723, 839, 739]
- newspaper-logo-icon: ج: [485, 852, 502, 868]
- column-article: [341, 186, 503, 433]
- star-icon: ☆: [368, 535, 377, 546]
- column-number: 47: [4, 259, 27, 275]
- column-number: 5: [1186, 992, 1209, 1008]
- column-article: [3, 507, 165, 576]
- column-number: 50: [4, 579, 27, 595]
- article-body: جموں و کشمیر کے عوام نے ہمیشہ آزادی کی جدوجہد میں قربانیاں دی ہیں اور مقبوضہ وادی میں بھارتی مظالم کے خلاف آواز بلند کی ہے۔ کشمیری عوام کا حق خودارادیت اقوام متحدہ کی قراردادوں کے مطابق تسلیم شدہ ہے اور عالمی برادری کو اس مسئلے کے حل کے لیے اپنا کردار ادا کرنا چاہیے۔ پاکستان نے ہر فورم پر کشمیریوں کی سیاسی، سفارتی اور اخلاقی حمایت جاری رکھی ہے اور آئندہ بھی جاری رکھے گا۔ پانچ اگست 2019 کے بعد سے وادی میں کرفیو، مواصلاتی پابندیاں اور گرفتاریاں جاری ہیں جن کی انسانی حقوق کی تنظیموں نے شدید مذمت کی ہے۔ جموں و کشمیر کے عوام نے ہمیشہ آزادی کی جدوجہد میں قربانیاں دی ہیں اور مقبوضہ وادی میں بھارتی مظالم کے خلاف آواز بلند کی ہے۔ کشمیری عوام کا حق خودارادیت اقوام متحدہ کی قراردادوں کے مطابق تسلیم شدہ ہے اور عالمی برادری کو اس مسئلے کے حل کے لیے اپنا کردار ادا کرنا چاہیے۔ پاکستان نے ہر فورم پر کشمیریوں کی سیاسی، سفارتی اور اخلاقی حمایت جاری رکھی ہے اور آئندہ بھی جاری رکھے گا۔ پانچ اگست 2019 کے بعد سے وادی میں کرفیو، مواصلاتی پابندیاں اور گرفتاریاں جاری ہیں جن کی انسانی حقوق کی تنظیموں نے شدید مذمت کی ہے۔ جموں و کشمیر کے عوام نے ہمیشہ آزادی کی جدوجہد میں قربانیاں دی ہیں اور مقبوضہ وادی میں بھارتی مظالم کے خلاف آواز بلند کی ہے۔ کشمیری عوام کا حق خودارادیت اقوام متحدہ کی قراردادوں کے مطابق تسلیم شدہ ہے اور عالمی برادری کو اس مسئلے کے حل کے لیے اپنا کردار ادا کرنا چاہیے۔ پاکستان نے ہر فورم پر کشمیریوں کی سیاسی، سفارتی اور اخلاقی حمایت جاری رکھی ہے اور آئندہ بھی جاری رکھے گا۔ پانچ اگست 2019 کے بعد سے وادی میں کرفیو، مواصلاتی پابندیاں اور گرفتاریاں جاری ہیں جن کی انسانی حقوق کی تنظیموں ن: [1016, 869, 1179, 1113]
- star-icon: ☆: [199, 531, 208, 542]
- column-number: 23: [511, 532, 534, 548]
- column-header: [341, 851, 503, 869]
- column-header: [3, 258, 165, 276]
- newspaper-logo-icon: ج: [1329, 373, 1346, 389]
- news-column-1: [1181, 23, 1350, 2210]
- legal-notice-box: [3, 1030, 165, 1091]
- star-icon: ☆: [1212, 995, 1221, 1006]
- column-header-title: جموں و کشمیر کالمز ☆: [874, 619, 991, 631]
- column-article: [1185, 928, 1347, 988]
- column-header-title: جموں و کشمیر کالمز ☆: [368, 1046, 485, 1058]
- star-icon: ☆: [1212, 29, 1221, 39]
- article-body: جموں و کشمیر کے عوام نے ہمیشہ آزادی کی جدوجہد میں قربانیاں دی ہیں اور مقبوضہ وادی میں بھارتی مظالم کے خلاف آواز بلند کی ہے۔ کشمیری عوام کا حق خودارادیت اقوام متحدہ کی قراردادوں کے مطابق تسلیم شدہ ہے اور عالمی برادری کو اس مسئلے کے حل کے لیے اپنا کردار ادا کرنا چاہیے۔ پاکستان نے ہر فورم پر کشمیریوں کی سیاسی، سفارتی اور اخلاقی حمایت جاری رکھی ہے اور آئندہ بھی جاری رکھے گا۔ پانچ اگست 2019 کے بعد سے وادی میں کرفیو، مواصلاتی پابندیاں اور گرفتاریاں جاری ہیں جن کی انسانی حقوق کی تنظیموں نے شدید مذمت کی ہے۔ جموں و کشمیر کے عوام نے ہمیشہ آزادی کی جدوجہد میں قربانیاں دی ہیں اور مقبوضہ وادی میں بھارتی مظالم کے خلاف آواز بلند کی ہے۔ کشمیری عوام کا حق خودارادیت اقوام متحدہ کی قراردادوں کے مطابق تسلیم شدہ ہے اور عالمی برادری کو اس مسئلے کے حل کے لیے اپنا کردار ادا کرنا چاہیے۔ پاکستان نے ہر فورم پر کشمیریوں کی سیاسی، سفارتی اور اخلاقی حمایت جاری رکھی ہے اور آئندہ بھی جاری رکھے گا۔ پانچ: [3, 598, 165, 744]
- newspaper-logo-icon: ج: [485, 436, 502, 452]
- column-header: [510, 178, 672, 196]
- column-number: 17: [680, 530, 703, 546]
